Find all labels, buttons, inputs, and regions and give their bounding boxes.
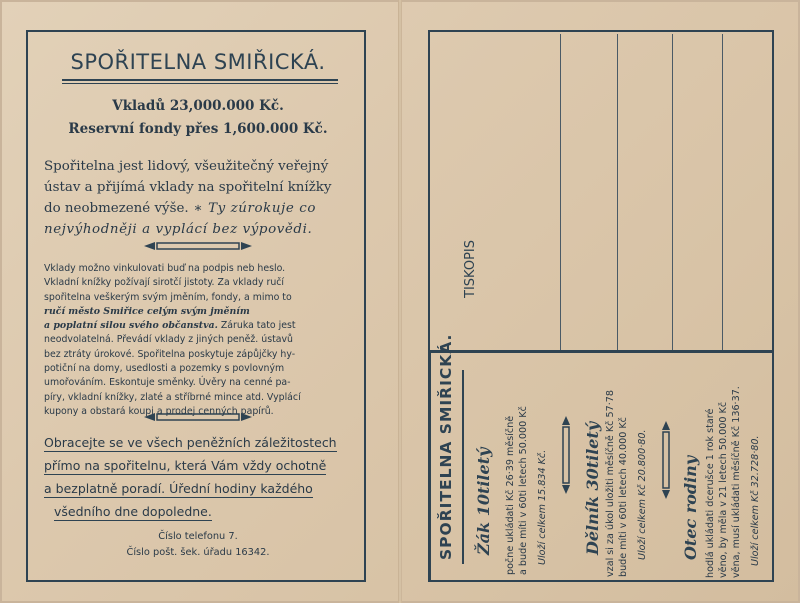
- deposits-line: Vkladů 23,000.000 Kč.: [112, 98, 284, 114]
- block-edge: [430, 352, 431, 580]
- ornament-divider-icon: [143, 412, 253, 422]
- reserves-line: Reservní fondy přes 1,600.000 Kč.: [68, 121, 328, 137]
- vertical-ornament-icon: [560, 415, 572, 495]
- contact-paragraph: Obracejte se ve všech peněžních záležitostech přímo na spořitelnu, která Vám vždy ochotně a bezplatně poradí. Úřední hodiny každého všedního dne dopoledne.: [44, 435, 337, 519]
- title-rule: [62, 79, 338, 81]
- postal-account: Číslo pošt. šek. úřadu 16342.: [126, 547, 270, 558]
- delnik-total: Uloží celkem Kč 20.800·80.: [637, 429, 648, 560]
- fold-line: [398, 0, 402, 603]
- panel-divider: [428, 350, 774, 353]
- bank-title: SPOŘITELNA SMIŘICKÁ.: [70, 50, 326, 74]
- address-line: [617, 34, 618, 350]
- address-line: [560, 34, 561, 350]
- zak-total: Uloží celkem 15.834 Kč.: [537, 449, 548, 565]
- delnik-heading: Dělník 30tiletý: [583, 421, 602, 555]
- zak-line-2: a bude míti v 60ti letech 50.000 Kč: [518, 406, 529, 575]
- delnik-line-1: vzal si za úkol uložiti měsíčně Kč 57·78: [605, 390, 616, 577]
- title-rule-thin: [62, 83, 338, 84]
- intro-paragraph: Spořitelna jest lidový, všeužitečný veřejný ústav a přijímá vklady na spořitelní knížky do neobmezené výše. ∗ Ty zúrokuje co nejvýhodněji a vyplácí bez výpovědi.: [44, 159, 332, 237]
- zak-heading: Žák 10tiletý: [474, 447, 493, 555]
- otec-line-1: hodlá ukládati dcerušce 1 rok staré: [705, 408, 716, 578]
- otec-line-2: věno, by měla v 21 letech 50.000 Kč: [718, 401, 729, 578]
- zak-line-1: počne ukládati Kč 26·39 měsíčně: [505, 415, 516, 575]
- delnik-line-2: bude míti v 60ti letech 40.000 Kč: [618, 417, 629, 577]
- tiskopis-label: TISKOPIS: [463, 240, 478, 298]
- address-line: [672, 34, 673, 350]
- title-underline: [462, 370, 464, 564]
- phone-number: Číslo telefonu 7.: [158, 531, 238, 542]
- otec-line-3: věna, musí ukládati měsíčně Kč 136·37.: [731, 386, 742, 578]
- rotated-bank-title: SPOŘITELNA SMIŘICKÁ.: [437, 333, 455, 560]
- vertical-ornament-icon: [660, 420, 672, 500]
- otec-heading: Otec rodiny: [681, 455, 700, 560]
- address-line: [722, 34, 723, 350]
- ornament-divider-icon: [143, 241, 253, 251]
- left-panel: [26, 30, 366, 582]
- terms-paragraph: Vklady možno vinkulovati buď na podpis neb heslo. Vkladní knížky požívají sirotčí jistoty. Za vklady ručí spořitelna veškerým svým jměním, fondy, a mimo to ručí město Smiřice celým svým jměním a poplatní silou svého občanstva. Záruka tato jest neodvolatelná. Převádí vklady z jiných peněž. ústavů bez ztráty úrokové. Spořitelna poskytuje zápůjčky hy- potiční na domy, usedlosti a pozemky s povlovným umořováním. Eskontuje směnky. Úvěry na cenné pa- píry, vkladní knížky, zlaté a stříbrné mince atd. Vyplácí kupony a obstará koupi a prodej cenných papírů.: [44, 263, 301, 417]
- otec-total: Uloží celkem Kč 32.728·80.: [750, 435, 761, 566]
